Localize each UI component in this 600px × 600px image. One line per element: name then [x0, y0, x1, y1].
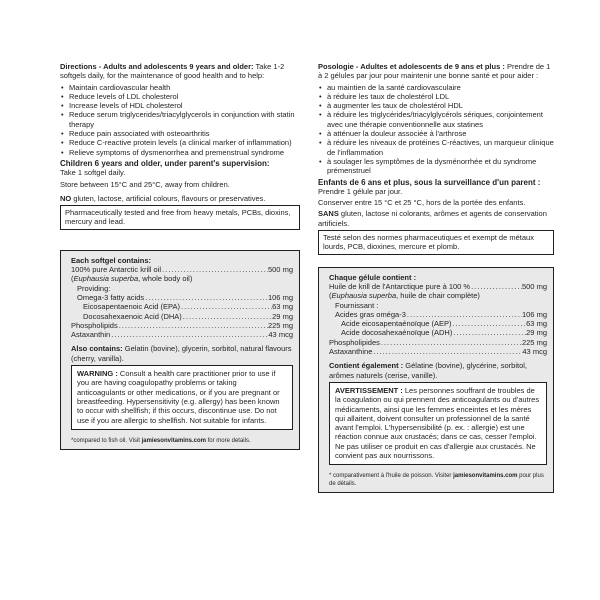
list-item: • Relieve symptoms of dysmenorrhea and premenstrual syndrome: [60, 148, 300, 157]
list-item: • à réduire les niveaux de protéines C-réactives, un marqueur clinique de l'inflammation: [318, 138, 554, 157]
ingredient-amount: 29 mg: [526, 328, 547, 338]
leader-dots: [372, 347, 522, 356]
list-item: • à réduire les triglycérides/triacylglycérols sériques, conjointement avec une thérapie conventionnelle aux statines: [318, 110, 554, 129]
ingredient-amount: 29 mg: [272, 311, 293, 321]
leader-dots: [452, 319, 527, 328]
leader-dots: [470, 282, 522, 291]
list-item: • à atténuer la douleur associée à l'arthrose: [318, 129, 554, 138]
directions-text: Take 1-2 softgels daily, for the maintenance of good health and to help:: [60, 62, 285, 81]
list-item: • Increase levels of HDL cholesterol: [60, 101, 300, 110]
ingredient-row: [71, 284, 293, 293]
storage-text: Store between 15°C and 25°C, away from children.: [60, 179, 230, 189]
list-item: • à soulager les symptômes de la dysménorrhée et du syndrome prémenstruel: [318, 157, 554, 176]
avertissement-box: [329, 382, 547, 465]
tested-box: Pharmaceutically tested and free from heavy metals, PCBs, dioxins, mercury and lead.: [60, 205, 300, 230]
warning-title: WARNING :: [77, 369, 118, 379]
posologie-text: Prendre de 1 à 2 gélules par jour pour maintenir une bonne santé et pour aider :: [318, 62, 551, 81]
footnote: *compared to fish oil. Visit jamiesonvitamins.com for more details.: [71, 437, 251, 444]
ingredient-amount: 43 mcg: [522, 347, 547, 357]
ingredients-panel: [60, 250, 300, 451]
contient-text: Gélatine (bovine), glycérine, sorbitol, arômes naturels (cerise, vanille).: [329, 361, 527, 380]
directions-title: Directions - Adults and adolescents 9 years and older:: [60, 62, 254, 71]
list-item: • à augmenter les taux de cholestérol HDL: [318, 101, 554, 110]
enfants-title: Enfants de 6 ans et plus, sous la surveillance d'un parent :: [318, 177, 541, 187]
ingredient-amount: 500 mg: [267, 265, 293, 275]
ingredient-label: Huile de krill de l'Antarctique pure à 100 %: [329, 281, 471, 291]
ingredient-amount: 500 mg: [521, 281, 547, 291]
children-text: Take 1 softgel daily.: [60, 168, 126, 178]
also-text: Gelatin (bovine), glycerin, sorbitol, natural flavours (cherry, vanilla).: [71, 344, 292, 363]
ingredient-amount: 63 mg: [272, 302, 293, 312]
ingredient-label: Phospholipids: [71, 320, 118, 330]
ingredient-row: [329, 347, 547, 356]
species-note: (Euphausia superba, whole body oil): [71, 274, 193, 284]
free-from: [60, 194, 300, 203]
ingredients-panel-fr: [318, 267, 554, 494]
avertissement-text: Les personnes souffrant de troubles de la coagulation ou qui prennent des anticoagulants ou d'autres médicaments, ainsi que les femmes enceintes et les mères qui allaitent, doivent consulter un professionnel de la santé avant l'emploi. L'hypersensibilité (p. ex. : allergie) est une réaction connue aux crustacés; dans ce cas, cesser l'emploi. Ne pas utiliser ce produit en cas d'allergie aux crustacés. Ne convient pas aux nourrissons.: [335, 385, 540, 460]
french-column: [318, 62, 554, 493]
conservation-text: Conserver entre 15 °C et 25 °C, hors de la portée des enfants.: [318, 198, 526, 208]
also-contains: [71, 344, 293, 363]
teste-box: Testé selon des normes pharmaceutiques et exempt de métaux lourds, PCB, dioxines, mercure et plomb.: [318, 230, 554, 255]
ingredient-row: [329, 338, 547, 347]
ingredient-amount: 106 mg: [521, 309, 547, 319]
warning-box: [71, 365, 293, 430]
leader-dots: [161, 265, 268, 274]
ingredient-label: Acides gras oméga-3: [335, 309, 406, 319]
ingredient-label: Phospholipides: [329, 337, 380, 347]
ingredient-label: Acide docosahexaénoïque (ADH): [341, 328, 453, 338]
leader-dots: [406, 310, 522, 319]
leader-dots: [182, 312, 272, 321]
uses-list: [60, 83, 300, 157]
ingredient-label: Astaxanthin: [71, 330, 111, 340]
ingredient-row: [329, 319, 547, 328]
footnote-url-fr: jamiesonvitamins.com: [453, 473, 518, 480]
sans-rest: gluten, lactose ni colorants, arômes et agents de conservation artificiels.: [318, 209, 547, 228]
ingredient-amount: 63 mg: [526, 319, 547, 329]
warning-text: Consult a health care practitioner prior to use if you are having coagulopathy problems or taking anticoagulants or other medications, or if you are pregnant or breastfeeding. Hypersensitivity (e.g. allergy) has been known to occur with shellfish; if this occurs, discontinue use. Do not use if you are allergic to shellfish. Not suitable for infants.: [77, 369, 280, 425]
footnote-url: jamiesonvitamins.com: [141, 437, 206, 444]
ingredient-row: [71, 265, 293, 274]
ingredient-label: Fournissant :: [335, 300, 379, 310]
no-label: NO: [60, 193, 72, 203]
sans-label: SANS: [318, 209, 339, 219]
ingredient-label: 100% pure Antarctic krill oil: [71, 265, 162, 275]
leader-dots: [110, 330, 268, 339]
ingredient-row: [71, 330, 293, 339]
list-item: • Reduce serum triglycerides/triacylglycerols in conjunction with statin therapy: [60, 110, 300, 129]
leader-dots: [180, 302, 272, 311]
ingredient-amount: 106 mg: [267, 292, 293, 302]
enfants-text: Prendre 1 gélule par jour.: [318, 186, 403, 196]
leader-dots: [144, 293, 268, 302]
directions: [60, 62, 300, 81]
species-note: (Euphausia superba, huile de chair complète): [329, 291, 480, 301]
ingredient-amount: 225 mg: [521, 337, 547, 347]
leader-dots: [118, 321, 268, 330]
chaque-title: Chaque gélule contient :: [329, 272, 417, 282]
ingredient-label: Eicosapentaenoic Acid (EPA): [83, 302, 180, 312]
ingredient-row: [329, 310, 547, 319]
ingredient-row: [71, 321, 293, 330]
ingredient-label: Astaxanthine: [329, 347, 373, 357]
avertissement-title: AVERTISSEMENT :: [335, 385, 403, 395]
ingredient-row: [71, 302, 293, 311]
ingredient-amount: 43 mcg: [268, 330, 293, 340]
leader-dots: [452, 328, 526, 337]
footnote-fr: * comparativement à l'huile de poisson. Visiter jamiesonvitamins.com pour plus de détails.: [329, 473, 544, 487]
contient-title: Contient également :: [329, 361, 404, 371]
ingredient-row: [329, 328, 547, 337]
ingredients-list: [71, 265, 293, 339]
ingredient-label: Docosahexaenoic Acid (DHA): [83, 311, 182, 321]
ingredient-label: Omega-3 fatty acids: [77, 292, 145, 302]
ingredient-row: [71, 293, 293, 302]
posologie: [318, 62, 554, 81]
list-item: • Reduce C-reactive protein levels (a clinical marker of inflammation): [60, 138, 300, 147]
list-item: • Reduce pain associated with osteoarthritis: [60, 129, 300, 138]
each-title: Each softgel contains:: [71, 255, 152, 265]
usages-list: [318, 83, 554, 176]
ingredient-amount: 225 mg: [267, 320, 293, 330]
ingredient-label: Acide eicosapentaénoïque (AEP): [341, 319, 452, 329]
posologie-title: Posologie - Adultes et adolescents de 9 ans et plus :: [318, 62, 505, 71]
english-column: [60, 62, 300, 450]
children-title: Children 6 years and older, under parent's supervision:: [60, 158, 270, 168]
list-item: • au maintien de la santé cardiovasculaire: [318, 83, 554, 92]
ingredient-row: [329, 301, 547, 310]
list-item: • à réduire les taux de cholestérol LDL: [318, 92, 554, 101]
ingredients-list-fr: [329, 282, 547, 356]
ingredient-row: [329, 282, 547, 291]
list-item: • Maintain cardiovascular health: [60, 83, 300, 92]
leader-dots: [380, 338, 522, 347]
list-item: • Reduce levels of LDL cholesterol: [60, 92, 300, 101]
also-title: Also contains:: [71, 344, 123, 354]
contient-egalement: [329, 361, 547, 380]
ingredient-label: Providing:: [77, 283, 111, 293]
sans-text: [318, 209, 554, 228]
no-text: gluten, lactose, artificial colours, flavours or preservatives.: [71, 193, 266, 203]
ingredient-row: [71, 312, 293, 321]
